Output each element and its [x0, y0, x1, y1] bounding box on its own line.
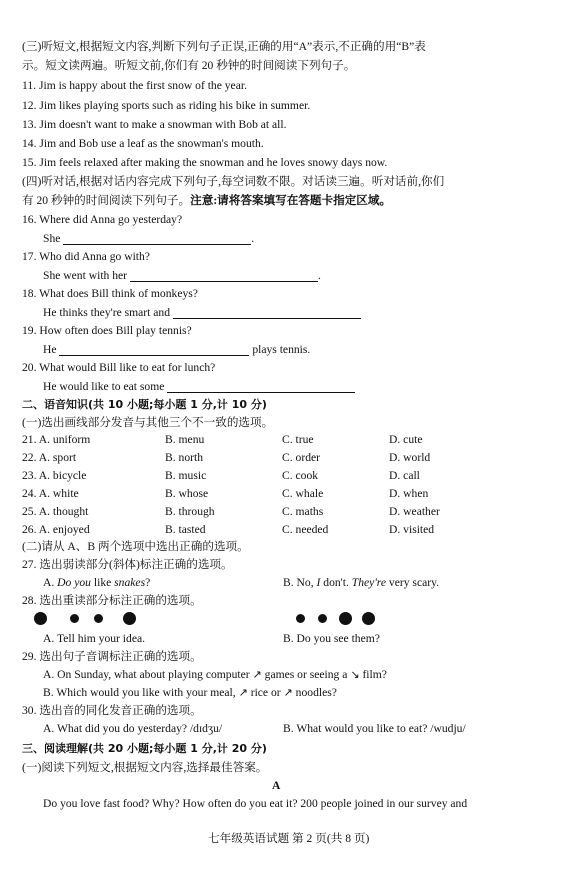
question-17: 17. Who did Anna go with?: [22, 250, 150, 263]
phonetics-option-c[interactable]: [282, 433, 314, 446]
row-number: 25. A.: [22, 505, 53, 518]
answer-16-prefix: She: [43, 232, 61, 245]
q27a-weak1: Do you: [57, 576, 91, 589]
section3-title: 三、阅读理解(共 20 小题;每小题 1 分,计 20 分): [22, 742, 267, 755]
q27a-weak2: snakes: [114, 576, 146, 589]
phonetics-option-c[interactable]: [282, 451, 320, 464]
part4-notice: 注意:请将答案填写在答题卡指定区域。: [190, 194, 392, 207]
row-number: 26. A.: [22, 523, 53, 536]
stress-dot-large: [123, 612, 136, 625]
option-c-word: C. needed: [282, 523, 329, 536]
phonetics-option-a[interactable]: [22, 469, 86, 482]
q27a-end: ?: [145, 576, 151, 589]
q27-option-a[interactable]: [43, 577, 150, 589]
q30-option-a[interactable]: A. What did you do yesterday? /dɪdʒu/: [43, 722, 223, 735]
phonetics-option-c[interactable]: [282, 487, 323, 500]
phonetics-option-d[interactable]: [389, 523, 434, 536]
stress-dot-large: [362, 612, 375, 625]
answer-17: She went with her .: [43, 269, 321, 282]
answer-19-suffix: plays tennis.: [252, 343, 311, 356]
phonetics-option-a[interactable]: [22, 433, 90, 446]
q27b-weak2: They're: [351, 576, 387, 589]
option-d-word: D. weather: [389, 505, 440, 518]
question-29: 29. 选出句子音调标注正确的选项。: [22, 650, 202, 663]
phonetics-option-d[interactable]: [389, 505, 440, 518]
option-b-word: B. north: [165, 451, 204, 464]
part3-intro-line2: 示。短文读两遍。听短文前,你们有 20 秒钟的时间阅读下列句子。: [22, 59, 356, 72]
stress-dot-small: [296, 614, 305, 623]
rising-intonation-arrow-icon: ↗: [238, 686, 248, 699]
q27-option-b[interactable]: [283, 577, 439, 589]
answer-20-blank[interactable]: [167, 382, 355, 393]
question-12: 12. Jim likes playing sports such as riding his bike in summer.: [22, 99, 311, 112]
answer-20-prefix: He would like to eat some: [43, 380, 165, 393]
question-14: 14. Jim and Bob use a leaf as the snowman's mouth.: [22, 137, 264, 150]
answer-16-blank[interactable]: [63, 234, 251, 245]
falling-intonation-arrow-icon: ↘: [350, 668, 360, 681]
q30-option-b[interactable]: B. What would you like to eat? /wudju/: [283, 722, 466, 735]
stress-dot-small: [94, 614, 103, 623]
question-18: 18. What does Bill think of monkeys?: [22, 287, 198, 300]
q27b-prefix: B. No,: [283, 576, 317, 589]
option-d-word: D. call: [389, 469, 420, 482]
question-16: 16. Where did Anna go yesterday?: [22, 213, 183, 226]
q29a-part2: games or seeing a: [264, 668, 348, 681]
passage-label: A: [272, 779, 281, 792]
rising-intonation-arrow-icon: ↗: [283, 686, 293, 699]
option-c-word: C. true: [282, 433, 314, 446]
answer-20: [43, 381, 355, 393]
stress-dot-small: [318, 614, 327, 623]
question-15: 15. Jim feels relaxed after making the snowman and he loves snowy days now.: [22, 156, 388, 169]
part4-intro-text: 有 20 秒钟的时间阅读下列句子。: [22, 194, 191, 207]
phonetics-option-d[interactable]: [389, 469, 420, 482]
phonetics-option-b[interactable]: [165, 487, 208, 500]
answer-18-prefix: He thinks they're smart and: [43, 306, 171, 319]
q29a-part3: film?: [362, 668, 387, 681]
option-b-word: B. whose: [165, 487, 209, 500]
option-d-word: D. world: [389, 451, 431, 464]
answer-19: [43, 344, 310, 356]
option-b-word: B. through: [165, 505, 215, 518]
phonetics-option-a[interactable]: [22, 487, 79, 500]
phonetics-option-c[interactable]: [282, 469, 318, 482]
q29b-part2: rice or: [250, 686, 281, 699]
q28-option-a[interactable]: A. Tell him your idea.: [43, 632, 146, 645]
phonetics-option-d[interactable]: [389, 451, 430, 464]
stress-dot-small: [70, 614, 79, 623]
q28-option-b[interactable]: B. Do you see them?: [283, 632, 380, 645]
q29-option-a[interactable]: [43, 669, 387, 681]
row-number: 24. A.: [22, 487, 53, 500]
question-13: 13. Jim doesn't want to make a snowman with Bob at all.: [22, 118, 287, 131]
answer-18: [43, 307, 361, 319]
row-number: 21. A.: [22, 433, 53, 446]
q29b-part3: noodles?: [295, 686, 337, 699]
option-a-word: white: [52, 487, 79, 500]
phonetics-option-b[interactable]: [165, 469, 206, 482]
option-c-word: C. whale: [282, 487, 324, 500]
option-d-word: D. visited: [389, 523, 435, 536]
answer-16: She .: [43, 232, 255, 245]
answer-19-blank[interactable]: [59, 345, 249, 356]
option-b-word: B. menu: [165, 433, 205, 446]
passage-a-line1: Do you love fast food? Why? How often do you eat it? 200 people joined in our survey and: [43, 797, 468, 810]
option-a-word: enjoyed: [52, 523, 90, 536]
phonetics-option-a[interactable]: [22, 505, 88, 518]
question-30: 30. 选出音的同化发音正确的选项。: [22, 704, 202, 717]
row-number: 22. A.: [22, 451, 53, 464]
q27a-prefix: A.: [43, 576, 58, 589]
q29b-part1: B. Which would you like with your meal,: [43, 686, 236, 699]
phonetics-option-d[interactable]: [389, 433, 422, 446]
answer-17-prefix: She went with her: [43, 269, 128, 282]
q29-option-b[interactable]: [43, 687, 337, 699]
q29a-part1: A. On Sunday, what about playing computer: [43, 668, 250, 681]
option-a-word: thought: [52, 505, 89, 518]
phonetics-option-c[interactable]: [282, 505, 323, 518]
question-20: 20. What would Bill like to eat for lunch?: [22, 361, 216, 374]
section2-title: 二、语音知识(共 10 小题;每小题 1 分,计 10 分): [22, 398, 267, 411]
phonetics-option-a[interactable]: [22, 451, 76, 464]
option-b-word: B. tasted: [165, 523, 206, 536]
question-11: 11. Jim is happy about the first snow of the year.: [22, 79, 247, 92]
q27a-mid: like: [90, 576, 115, 589]
phonetics-option-d[interactable]: [389, 487, 428, 500]
question-28: 28. 选出重读部分标注正确的选项。: [22, 594, 202, 607]
answer-17-blank[interactable]: [130, 271, 318, 282]
answer-19-prefix: He: [43, 343, 57, 356]
part4-intro-line1: (四)听对话,根据对话内容完成下列句子,每空词数不限。对话读三遍。听对话前,你们: [22, 175, 445, 188]
q27b-weak1: I: [316, 576, 321, 589]
q27b-mid: don't.: [320, 576, 352, 589]
option-b-word: B. music: [165, 469, 207, 482]
option-a-word: bicycle: [52, 469, 87, 482]
option-d-word: D. when: [389, 487, 429, 500]
phonetics-option-b[interactable]: [165, 433, 204, 446]
q27b-end: very scary.: [386, 576, 440, 589]
stress-dot-large: [34, 612, 47, 625]
option-a-word: uniform: [52, 433, 91, 446]
row-number: 23. A.: [22, 469, 53, 482]
part3-intro-line1: (三)听短文,根据短文内容,判断下列句子正误,正确的用“A”表示,不正确的用“B”表: [22, 40, 426, 53]
section2-sub1: (一)选出画线部分发音与其他三个不一致的选项。: [22, 416, 274, 429]
rising-intonation-arrow-icon: ↗: [252, 668, 262, 681]
option-a-word: sport: [52, 451, 77, 464]
section2-sub2: (二)请从 A、B 两个选项中选出正确的选项。: [22, 540, 249, 553]
question-27: 27. 选出弱读部分(斜体)标注正确的选项。: [22, 558, 233, 571]
phonetics-option-b[interactable]: [165, 505, 215, 518]
option-c-word: C. cook: [282, 469, 319, 482]
part4-intro-line2: [22, 195, 391, 207]
phonetics-option-c[interactable]: [282, 523, 328, 536]
option-c-word: C. maths: [282, 505, 324, 518]
phonetics-option-b[interactable]: [165, 523, 206, 536]
stress-dot-large: [339, 612, 352, 625]
option-d-word: D. cute: [389, 433, 423, 446]
option-c-word: C. order: [282, 451, 320, 464]
section3-sub1: (一)阅读下列短文,根据短文内容,选择最佳答案。: [22, 761, 268, 774]
question-19: 19. How often does Bill play tennis?: [22, 324, 192, 337]
phonetics-option-a[interactable]: [22, 523, 90, 536]
page-footer: 七年级英语试题 第 2 页(共 8 页): [208, 832, 370, 845]
phonetics-option-b[interactable]: [165, 451, 203, 464]
answer-18-blank[interactable]: [173, 308, 361, 319]
